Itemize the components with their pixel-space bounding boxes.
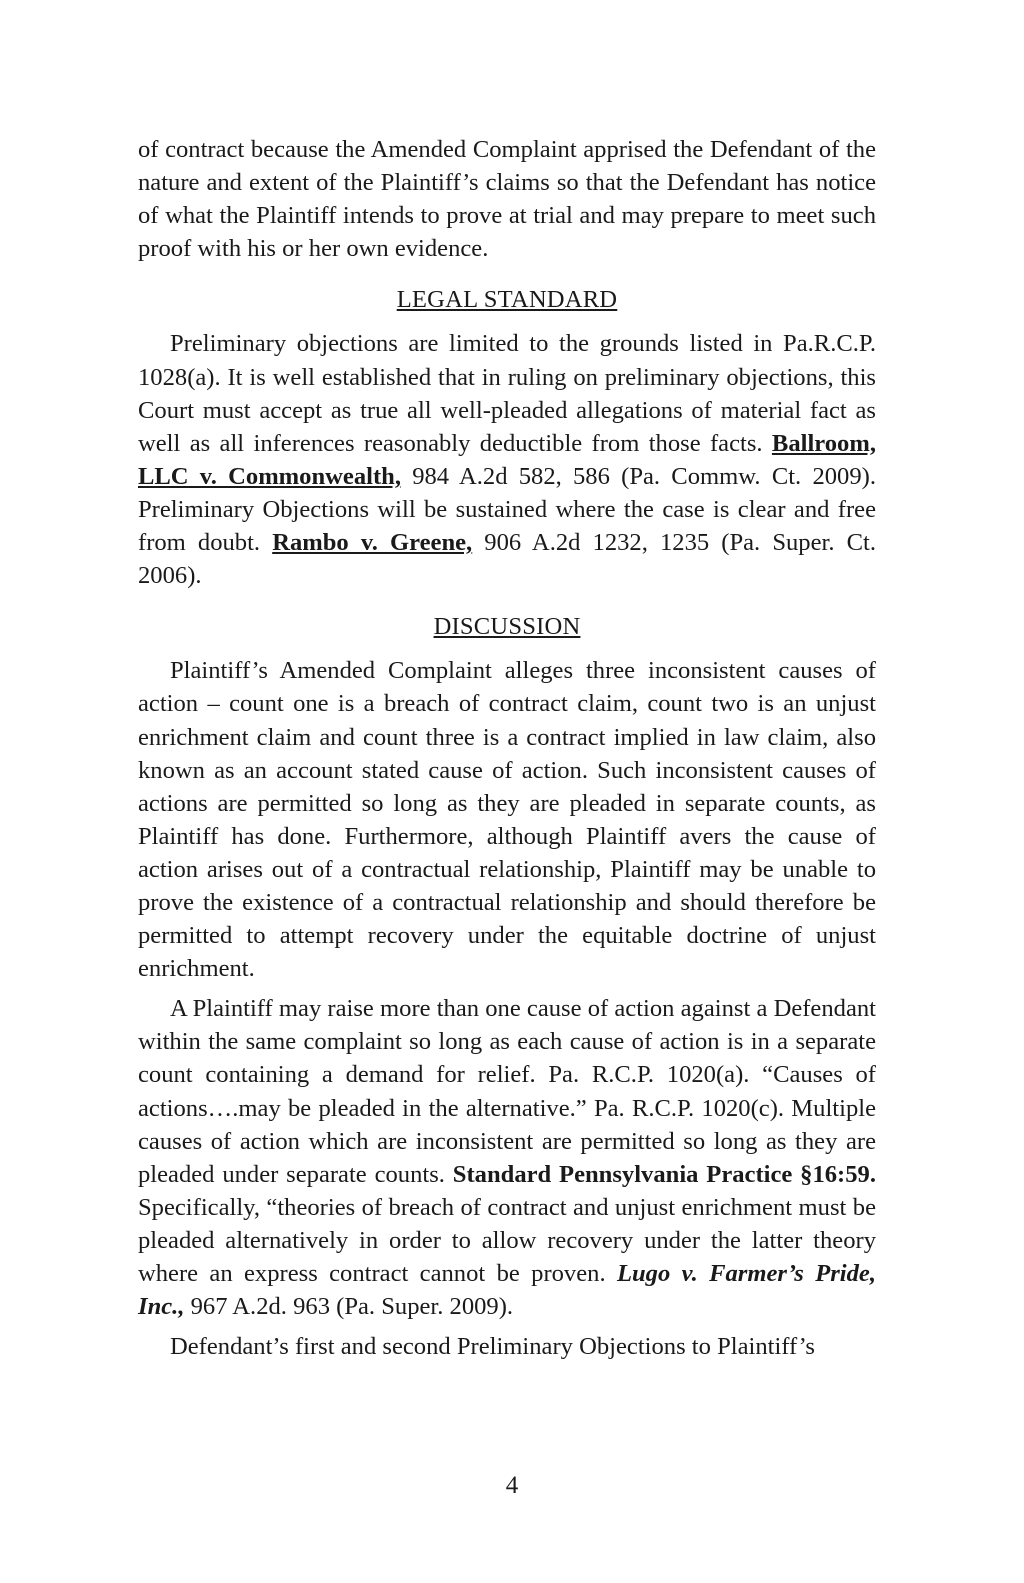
paragraph-text: Specifically, “theories of breach of contract and unjust enrichment must be pleaded alternatively in order to allow recovery under the latter theory where an express contract cannot be proven. — [138, 1193, 876, 1287]
paragraph-discussion-1 — [138, 654, 876, 985]
paragraph-text: of contract because the Amended Complaint apprised the Defendant of the nature and extent of the Plaintiff’s claims so that the Defendant has notice of what the Plaintiff intends to prove at trial and may prepare to meet such proof with his or her own evidence. — [138, 136, 876, 263]
treatise-citation: Standard Pennsylvania Practice §16:59. — [452, 1160, 876, 1188]
document-body — [138, 133, 876, 1363]
paragraph-text: Plaintiff’s Amended Complaint alleges three inconsistent causes of action – count one is a breach of contract claim, count two is an unjust enrichment claim and count three is a contract implied in law claim, also known as an account stated cause of action. Such inconsistent causes of actions are permitted so long as they are pleaded in separate counts, as Plaintiff has done. Furthermore, although Plaintiff avers the cause of action arises out of a contractual relationship, Plaintiff may be unable to prove the existence of a contractual relationship and should therefore be permitted to attempt recovery under the equitable doctrine of unjust enrichment. — [138, 657, 876, 983]
case-citation-ballroom: Ballroom, LLC v. Commonwealth, — [138, 429, 876, 490]
paragraph-discussion-3 — [138, 1330, 876, 1363]
case-citation-lugo: Lugo v. Farmer’s Pride, Inc., — [138, 1260, 876, 1321]
heading-legal-standard: LEGAL STANDARD — [396, 286, 618, 314]
paragraph-continuation — [138, 133, 876, 265]
paragraph-text: 906 A.2d 1232, 1235 (Pa. Super. Ct. 2006). — [138, 529, 876, 590]
paragraph-text: 984 A.2d 582, 586 (Pa. Commw. Ct. 2009). Preliminary Objections will be sustained where the case is clear and free from doubt. — [138, 462, 876, 557]
paragraph-text: Preliminary objections are limited to the grounds listed in Pa.R.C.P. 1028(a). It is well established that in ruling on preliminary objections, this Court must accept as true all well-pleaded allegations of material fact as well as all inferences reasonably deductible from those facts. — [138, 330, 876, 457]
paragraph-text: Defendant’s first and second Preliminary Objections to Plaintiff’s — [170, 1333, 815, 1361]
paragraph-legal-standard — [138, 327, 876, 592]
paragraph-text: A Plaintiff may raise more than one cause of action against a Defendant within the same complaint so long as each cause of action is in a separate count containing a demand for relief. Pa. R.C.P. 1020(a). “Causes of actions….may be pleaded in the alternative.” Pa. R.C.P. 1020(c). Multiple causes of action which are inconsistent are permitted so long as they are pleaded under separate counts. — [138, 995, 876, 1188]
heading-discussion: DISCUSSION — [433, 613, 581, 641]
paragraph-text: 967 A.2d. 963 (Pa. Super. 2009). — [184, 1293, 514, 1321]
paragraph-discussion-2 — [138, 992, 876, 1323]
page-number: 4 — [505, 1472, 519, 1499]
case-citation-rambo: Rambo v. Greene, — [272, 529, 473, 557]
